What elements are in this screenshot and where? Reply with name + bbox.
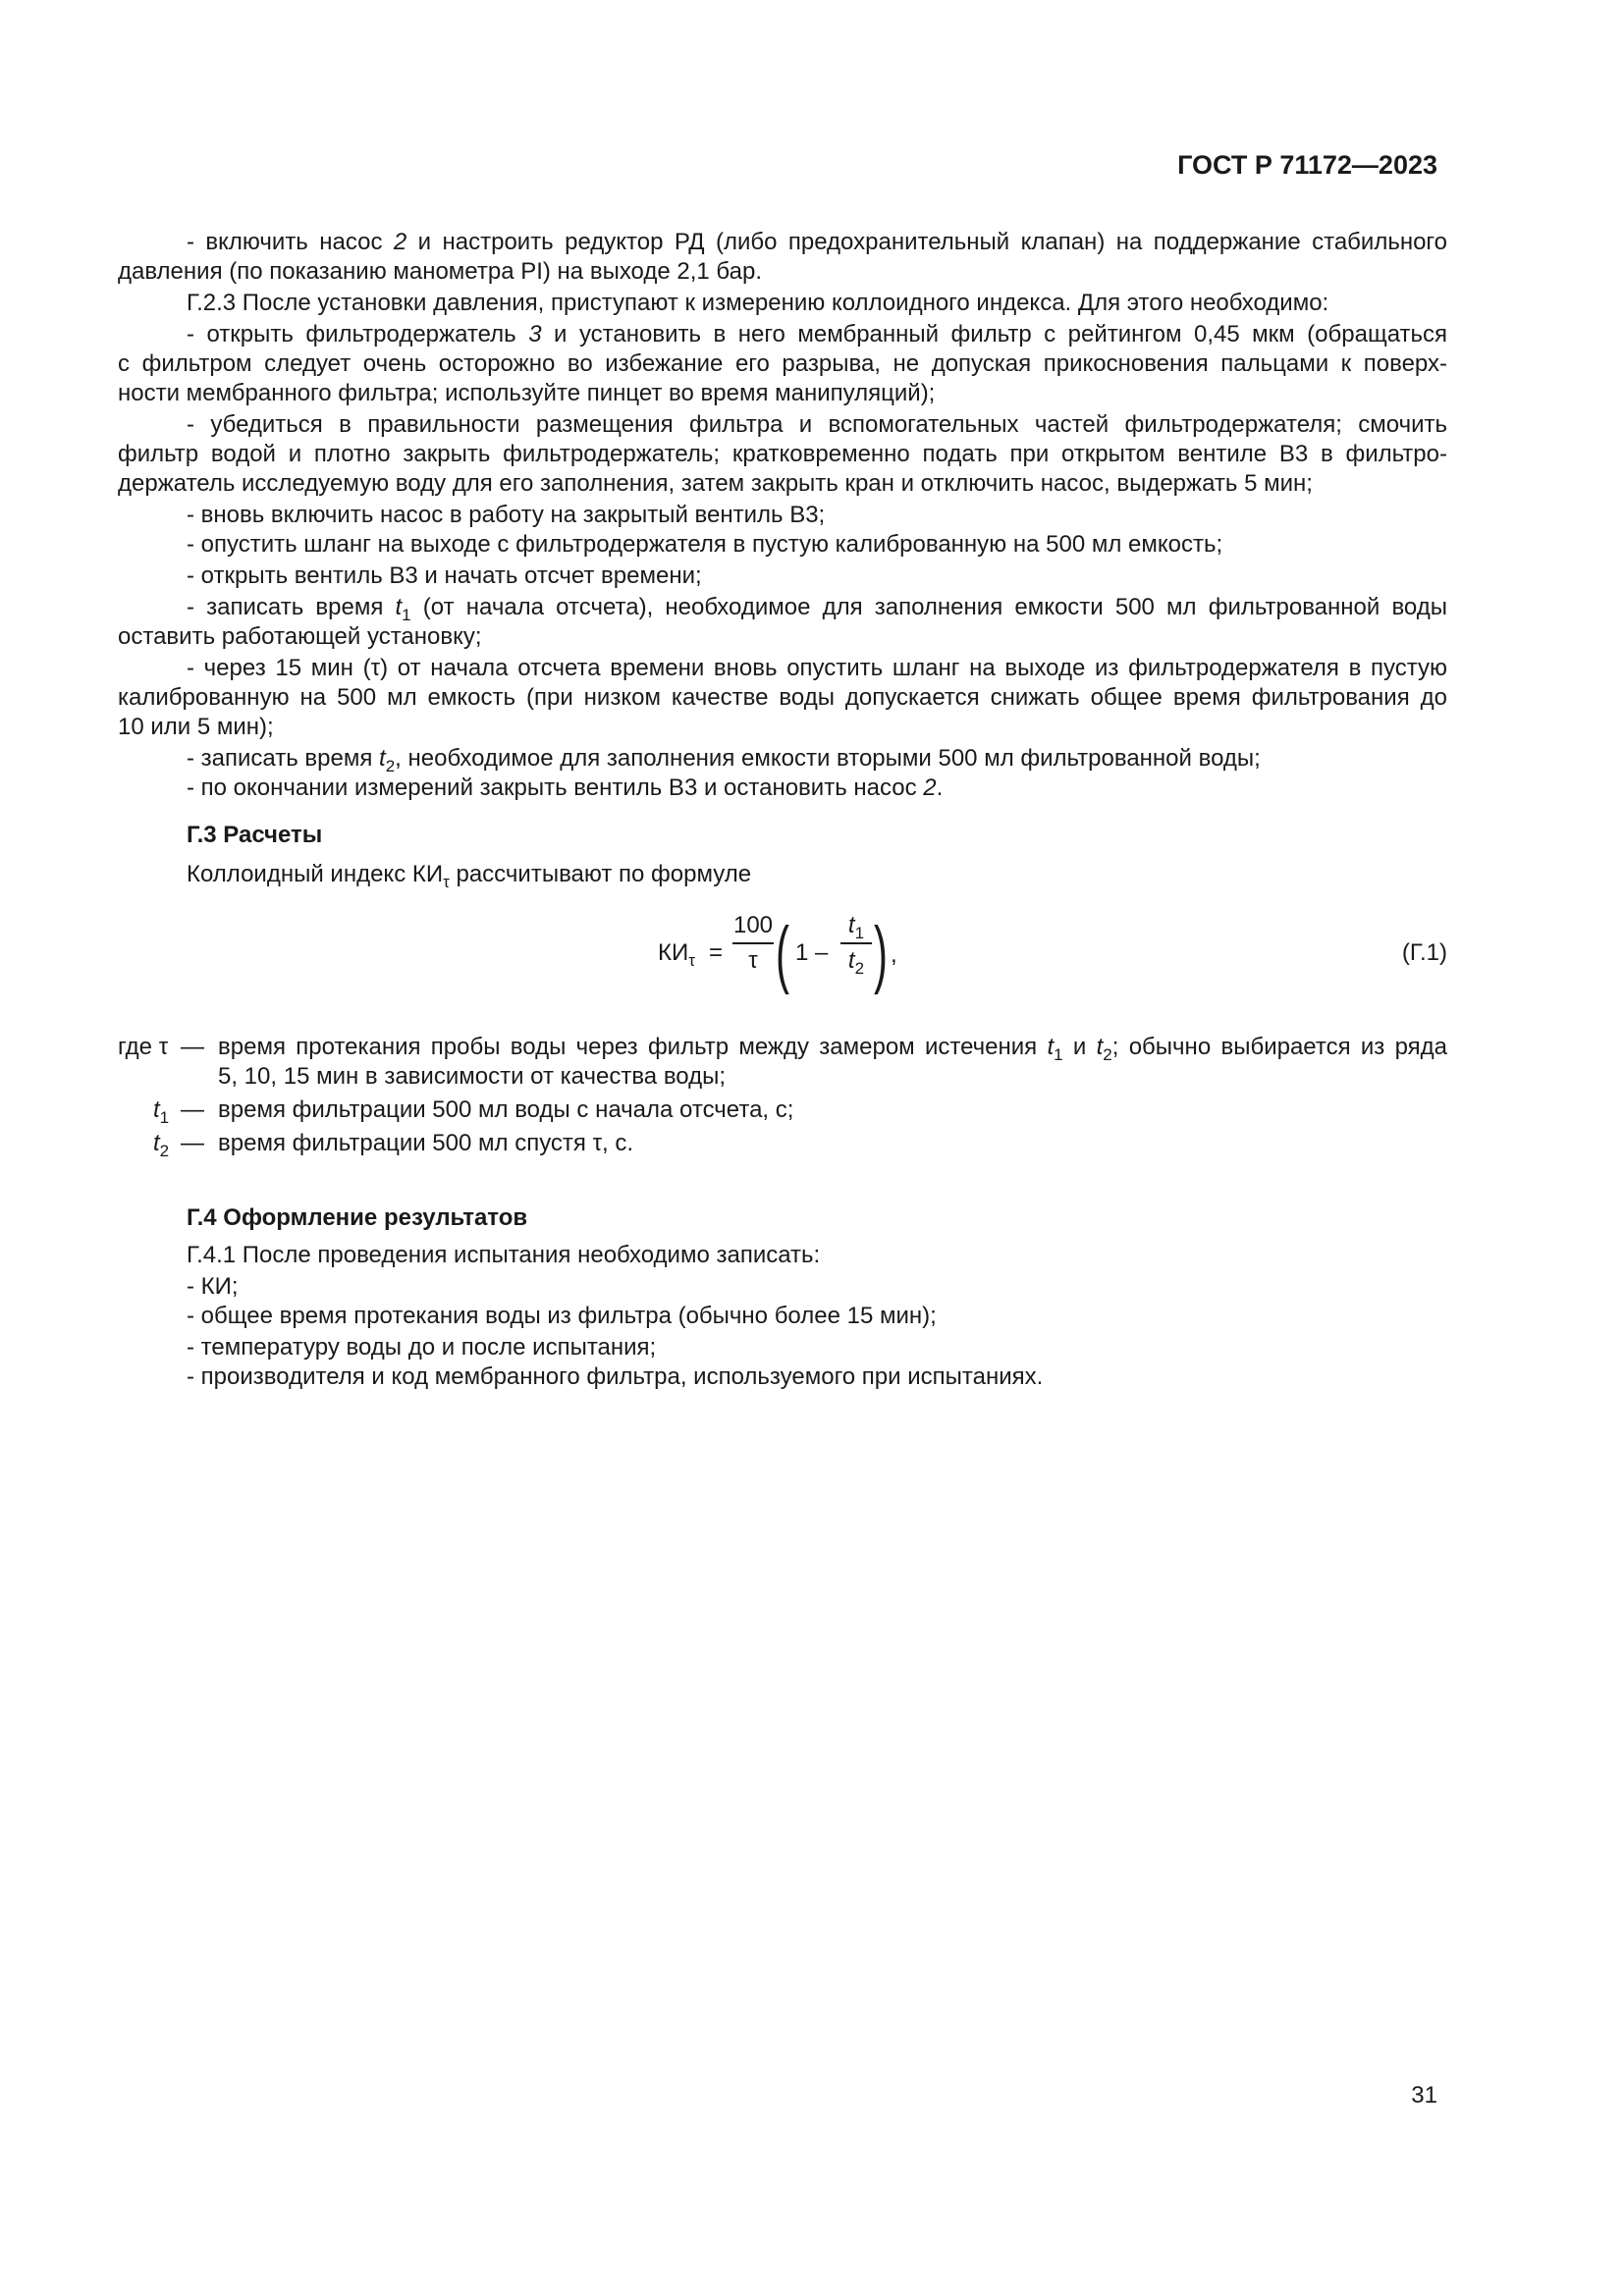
fraction-100-tau: 100 τ <box>732 912 774 974</box>
text-line: - открыть фильтродержатель 3 и установить в него мембранный фильтр с рейтингом 0,45 мкм (обращаться <box>187 321 1448 347</box>
definition-symbol: $t_1$ <box>153 1096 170 1127</box>
text-line: - включить насос 2 и настроить редуктор РД (либо предохранительный клапан) на поддержание стабильного <box>187 229 1448 255</box>
standard-number: ГОСТ Р 71172—2023 <box>1177 150 1437 180</box>
text-line: Коллоидный индекс $КИ_\tau$ рассчитывают по формуле <box>187 861 752 891</box>
formula-comma: , <box>891 941 897 968</box>
section-heading: Г.4 Оформление результатов <box>187 1204 528 1231</box>
text-line: фильтр водой и плотно закрыть фильтродержатель; кратковременно подать при открытом вентиле В3 в фильтро- <box>118 441 1447 467</box>
text-line: - открыть вентиль В3 и начать отсчет времени; <box>187 562 702 589</box>
section-heading: Г.3 Расчеты <box>187 822 323 848</box>
text-line: Г.4.1 После проведения испытания необходимо записать: <box>187 1242 821 1268</box>
text-line: - через 15 мин (τ) от начала отсчета времени вновь опустить шланг на выходе из фильтродержателя в пустую <box>187 655 1447 681</box>
text-line: с фильтром следует очень осторожно во избежание его разрыва, не допуская прикосновения пальцами к поверх- <box>118 350 1447 377</box>
right-paren: ) <box>874 912 888 995</box>
definition-symbol: $t_2$ <box>153 1130 170 1160</box>
formula <box>658 908 913 1006</box>
list-item: - общее время протекания воды из фильтра (обычно более 15 мин); <box>187 1303 937 1329</box>
definition-text: время фильтрации 500 мл воды с начала отсчета, с; <box>218 1096 794 1123</box>
text-line: оставить работающей установку; <box>118 623 482 650</box>
formula-equals: = <box>709 939 724 966</box>
text-line: давления (по показанию манометра PI) на выходе 2,1 бар. <box>118 258 762 285</box>
text-line: ности мембранного фильтра; используйте пинцет во время манипуляций); <box>118 380 936 406</box>
definition-dash: — <box>181 1034 204 1060</box>
definition-dash: — <box>181 1130 204 1156</box>
formula-one: 1 <box>795 939 809 966</box>
text-line: - вновь включить насос в работу на закрытый вентиль В3; <box>187 502 826 528</box>
text-line: - записать время $t_1$ (от начала отсчета), необходимое для заполнения емкости 500 мл фильтрованной воды <box>187 594 1447 624</box>
definition-where: где τ <box>118 1034 169 1060</box>
formula-minus: – <box>815 939 829 966</box>
equation-number: (Г.1) <box>1401 939 1447 966</box>
text-line: калиброванную на 500 мл емкость (при низком качестве воды допускается снижать общее время фильтрования до <box>118 684 1447 711</box>
list-item: - производителя и код мембранного фильтра, используемого при испытаниях. <box>187 1363 1044 1390</box>
formula-lhs: $КИ_\tau$ <box>658 939 695 970</box>
text-line: - записать время $t_2$, необходимое для заполнения емкости вторыми 500 мл фильтрованной воды; <box>187 745 1261 775</box>
list-item: - КИ; <box>187 1273 239 1300</box>
text-line: 10 или 5 мин); <box>118 714 274 740</box>
definition-text: 5, 10, 15 мин в зависимости от качества воды; <box>218 1063 727 1090</box>
left-paren: ( <box>776 912 789 995</box>
text-line: - убедиться в правильности размещения фильтра и вспомогательных частей фильтродержателя; смочить <box>187 411 1447 438</box>
fraction-t1-t2: $t_1$ $t_2$ <box>840 912 872 975</box>
page-number: 31 <box>1411 2082 1437 2109</box>
text-line: - по окончании измерений закрыть вентиль В3 и остановить насос 2. <box>187 774 944 801</box>
text-line: держатель исследуемую воду для его заполнения, затем закрыть кран и отключить насос, выдержать 5 мин; <box>118 470 1313 497</box>
list-item: - температуру воды до и после испытания; <box>187 1334 657 1361</box>
definition-text: время фильтрации 500 мл спустя τ, с. <box>218 1130 634 1156</box>
text-line: - опустить шланг на выходе с фильтродержателя в пустую калиброванную на 500 мл емкость; <box>187 531 1223 558</box>
text-line: Г.2.3 После установки давления, приступают к измерению коллоидного индекса. Для этого необходимо: <box>187 290 1329 316</box>
definition-text: время протекания пробы воды через фильтр между замером истечения $t_1$ и $t_2$; обычно выбирается из ряда <box>218 1034 1447 1064</box>
definition-dash: — <box>181 1096 204 1123</box>
